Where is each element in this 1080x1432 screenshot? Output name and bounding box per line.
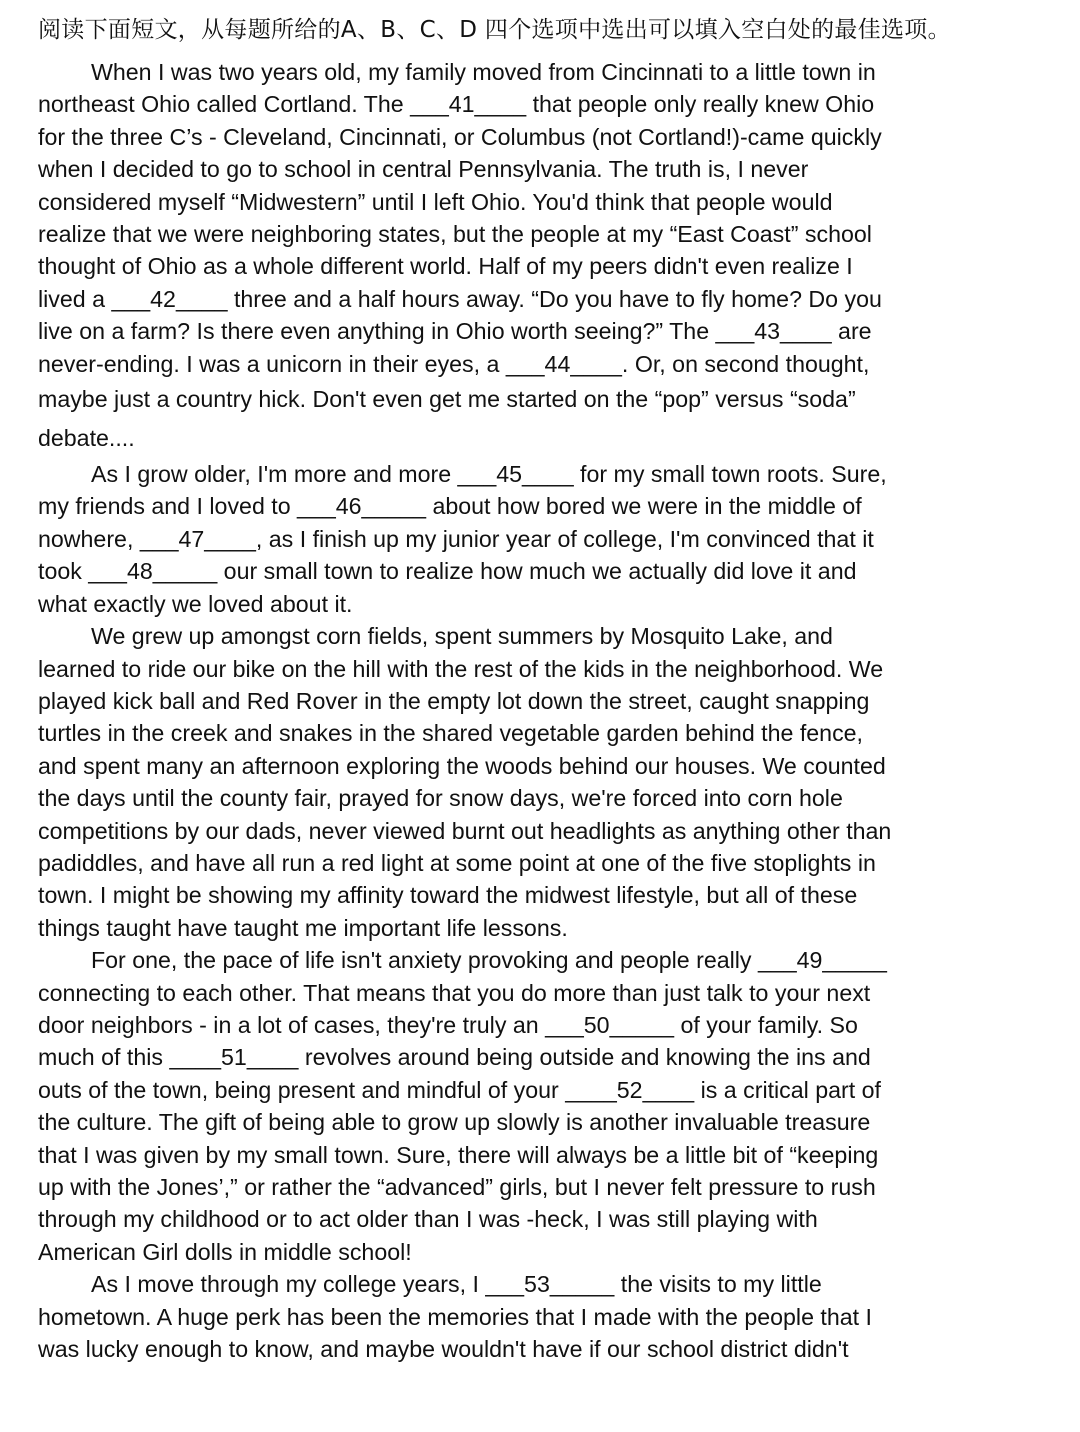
- text-line: through my childhood or to act older than I was -heck, I was still playing with: [38, 1206, 818, 1233]
- text-line: never-ending. I was a unicorn in their eyes, a ___44____. Or, on second thought,: [38, 350, 870, 377]
- text-line: hometown. A huge perk has been the memories that I made with the people that I: [38, 1303, 872, 1330]
- text-line: padiddles, and have all run a red light at some point at one of the five stoplights in: [38, 849, 876, 876]
- text-line: up with the Jones’,” or rather the “advanced” girls, but I never felt pressure to rush: [38, 1174, 876, 1200]
- text-line: We grew up amongst corn fields, spent summers by Mosquito Lake, and: [91, 623, 833, 650]
- paragraph-4: [38, 944, 1068, 1268]
- text-line: For one, the pace of life isn't anxiety provoking and people really ___49_____: [91, 947, 887, 974]
- text-line: was lucky enough to know, and maybe wouldn't have if our school district didn't: [38, 1336, 849, 1363]
- paragraph-5: [38, 1268, 1068, 1365]
- text-line: live on a farm? Is there even anything in Ohio worth seeing?” The ___43____ are: [38, 318, 872, 345]
- text-line: considered myself “Midwestern” until I left Ohio. You'd think that people would: [38, 188, 833, 215]
- text-line: As I grow older, I'm more and more ___45____ for my small town roots. Sure,: [91, 461, 887, 488]
- text-line: As I move through my college years, I ___53_____ the visits to my little: [91, 1271, 822, 1298]
- text-line: things taught have taught me important life lessons.: [38, 914, 568, 941]
- paragraph-3: [38, 620, 1068, 944]
- text-line: what exactly we loved about it.: [38, 590, 353, 617]
- text-line: town. I might be showing my affinity toward the midwest lifestyle, but all of these: [38, 882, 858, 909]
- text-line: the days until the county fair, prayed for snow days, we're forced into corn hole: [38, 785, 843, 812]
- text-line: lived a ___42____ three and a half hours away. “Do you have to fly home? Do you: [38, 285, 882, 312]
- text-line: the culture. The gift of being able to grow up slowly is another invaluable treasure: [38, 1109, 871, 1136]
- text-line: maybe just a country hick. Don't even get me started on the “pop” versus “soda”: [38, 386, 856, 413]
- text-line: connecting to each other. That means that you do more than just talk to your next: [38, 979, 871, 1006]
- paragraph-2: [38, 458, 1068, 620]
- text-line: debate....: [38, 425, 135, 452]
- instruction-text: 阅读下面短文，从每题所给的A、B、C、D 四个选项中选出可以填入空白处的最佳选项。: [38, 17, 951, 43]
- text-line: for the three C’s - Cleveland, Cincinnati, or Columbus (not Cortland!)-came quickly: [38, 123, 882, 150]
- text-line: realize that we were neighboring states, but the people at my “East Coast” school: [38, 221, 872, 248]
- text-line: northeast Ohio called Cortland. The ___41____ that people only really knew Ohio: [38, 91, 875, 118]
- paragraph-1: [38, 56, 1068, 458]
- text-line: my friends and I loved to ___46_____ about how bored we were in the middle of: [38, 493, 862, 520]
- text-line: thought of Ohio as a whole different world. Half of my peers didn't even realize I: [38, 253, 853, 280]
- text-line: that I was given by my small town. Sure, there will always be a little bit of “keeping: [38, 1141, 879, 1168]
- text-line: when I decided to go to school in central Pennsylvania. The truth is, I never: [38, 156, 809, 183]
- text-line: competitions by our dads, never viewed burnt out headlights as anything other than: [38, 817, 892, 844]
- text-line: turtles in the creek and snakes in the shared vegetable garden behind the fence,: [38, 720, 864, 747]
- text-line: took ___48_____ our small town to realize how much we actually did love it and: [38, 558, 857, 585]
- text-line: much of this ____51____ revolves around being outside and knowing the ins and: [38, 1044, 871, 1071]
- text-line: American Girl dolls in middle school!: [38, 1238, 412, 1265]
- text-line: When I was two years old, my family moved from Cincinnati to a little town in: [91, 59, 876, 85]
- text-line: and spent many an afternoon exploring the woods behind our houses. We counted: [38, 752, 886, 779]
- text-line: played kick ball and Red Rover in the empty lot down the street, caught snapping: [38, 687, 870, 714]
- text-line: outs of the town, being present and mindful of your ____52____ is a critical part of: [38, 1076, 882, 1103]
- text-line: learned to ride our bike on the hill with the rest of the kids in the neighborhood. We: [38, 655, 884, 682]
- text-line: door neighbors - in a lot of cases, they're truly an ___50_____ of your family. So: [38, 1011, 858, 1038]
- text-line: nowhere, ___47____, as I finish up my junior year of college, I'm convinced that it: [38, 525, 874, 552]
- document-page: [38, 8, 1068, 1365]
